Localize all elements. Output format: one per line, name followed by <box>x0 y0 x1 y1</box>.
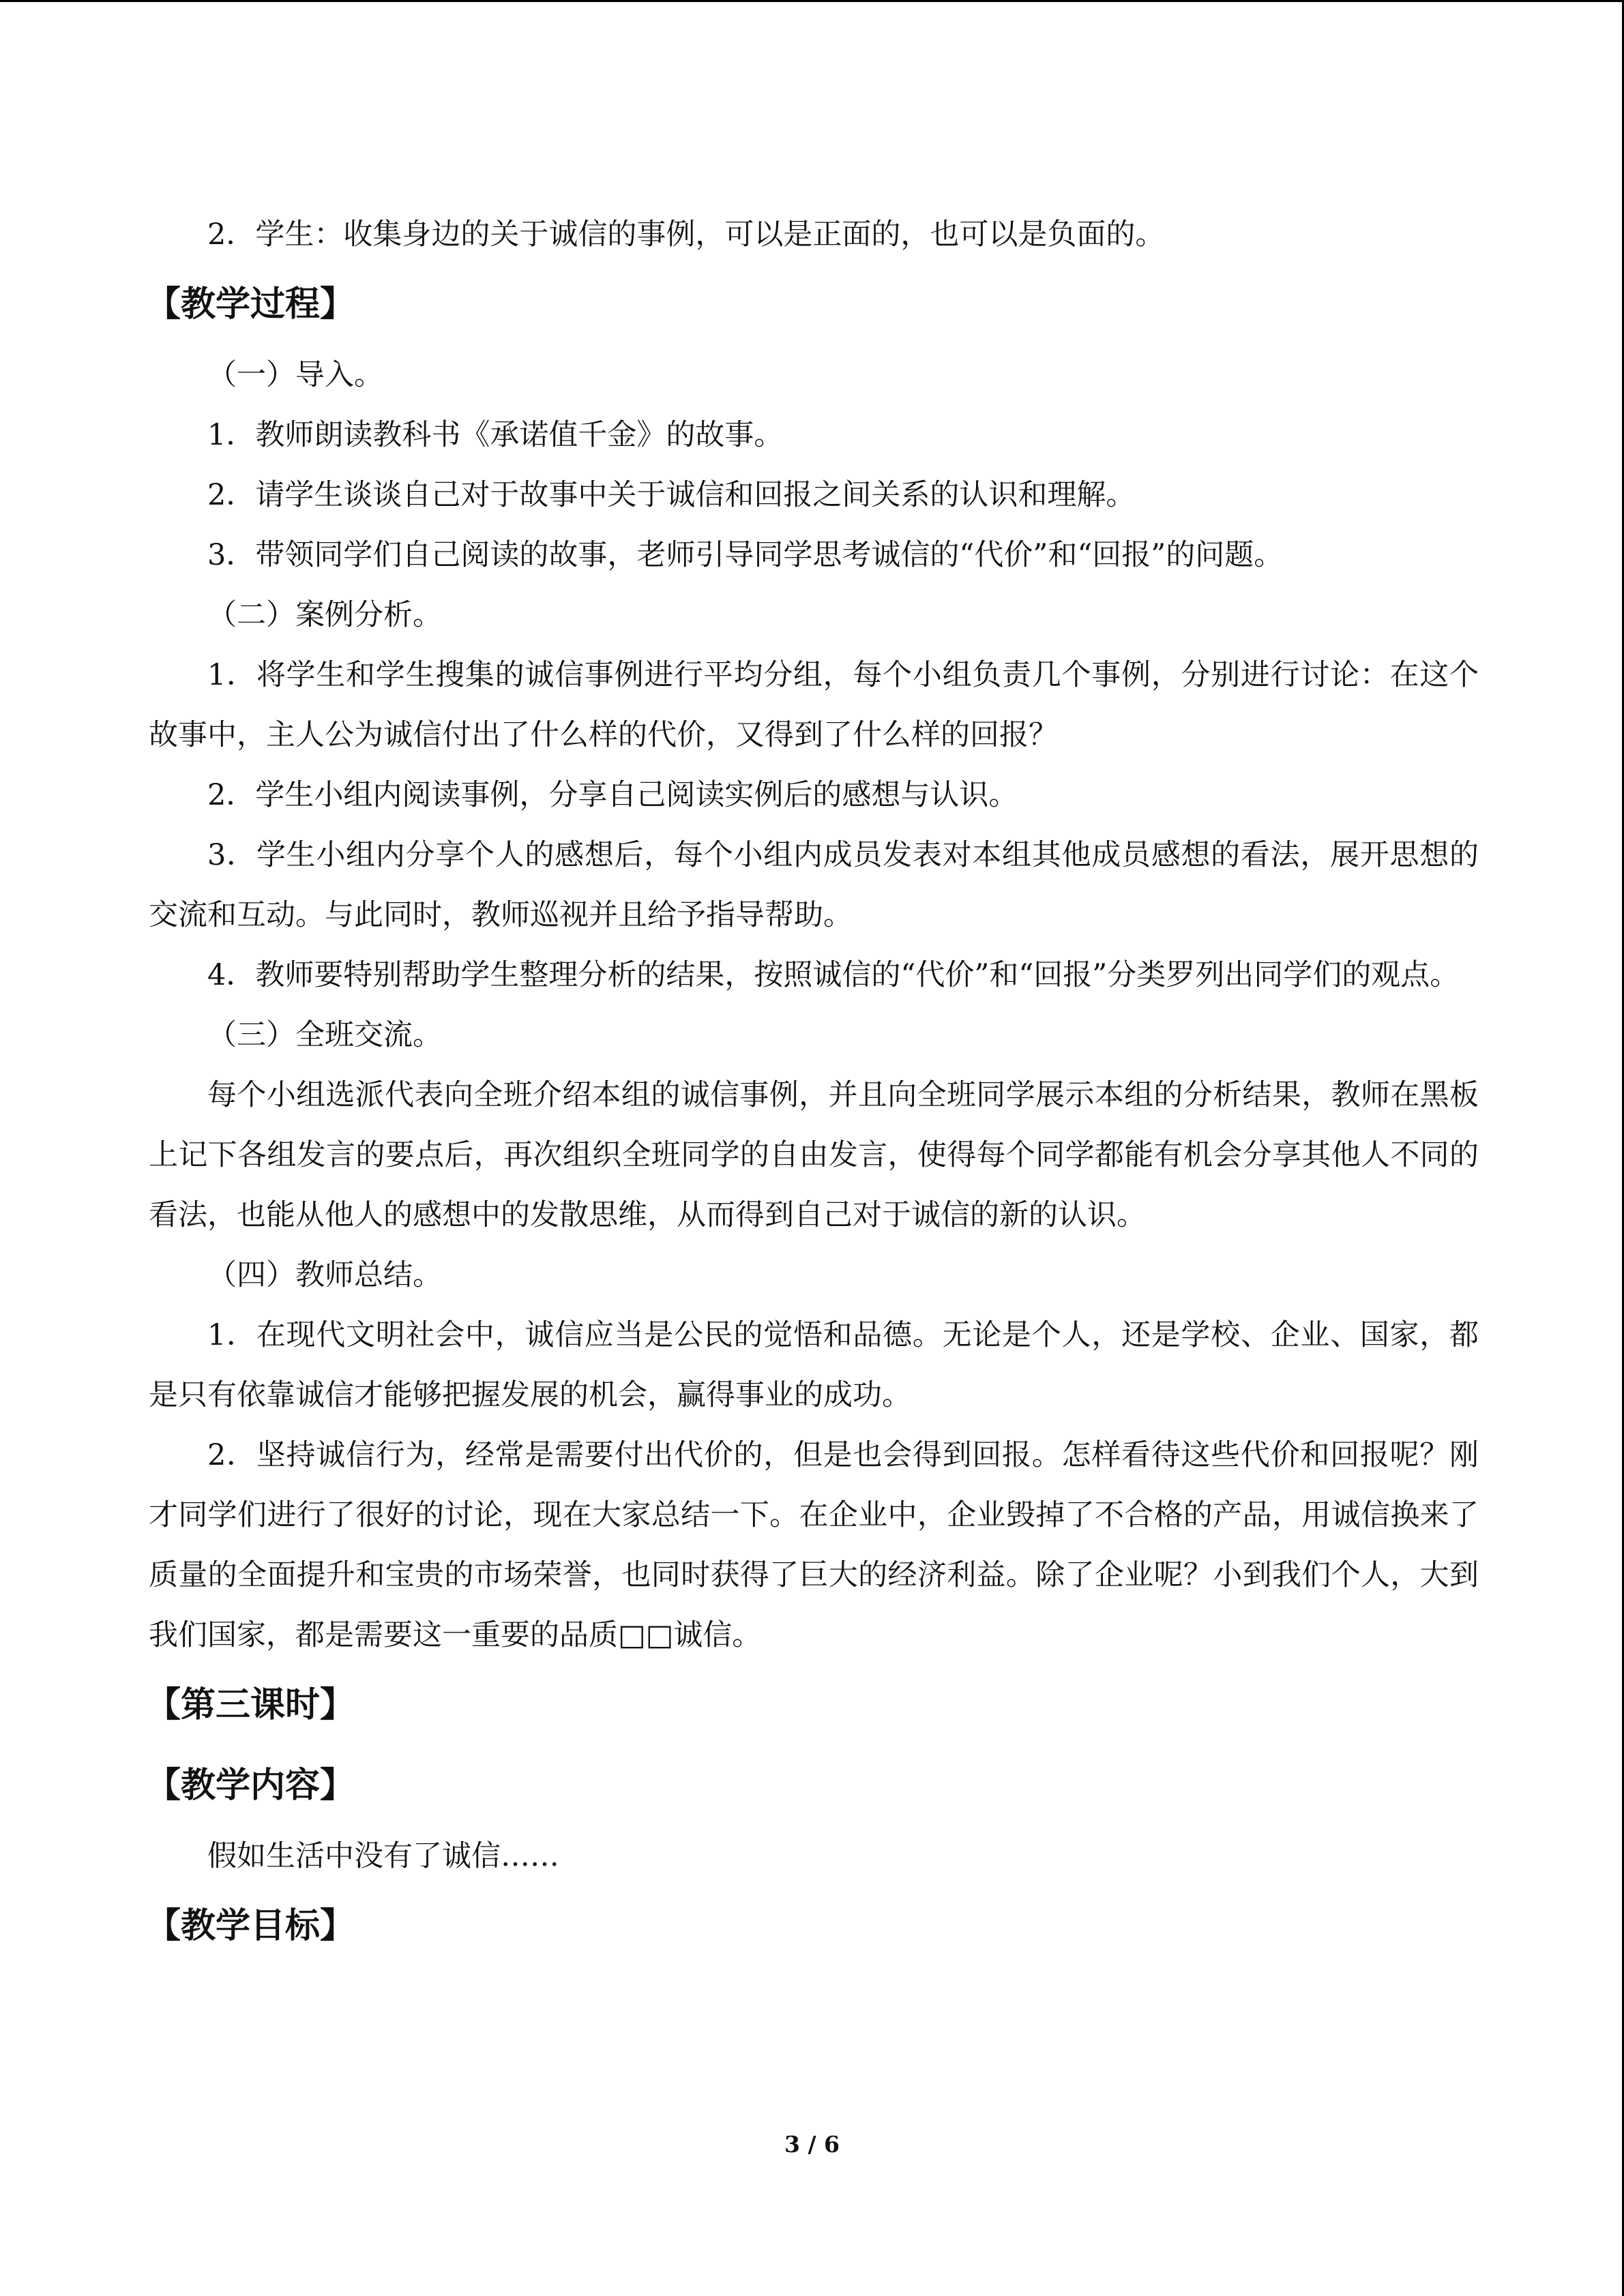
case-item-3: 3．学生小组内分享个人的感想后，每个小组内成员发表对本组其他成员感想的看法，展开思想的交流和互动。与此同时，教师巡视并且给予指导帮助。 <box>149 838 1479 932</box>
section-1-title: （一）导入。 <box>207 358 383 392</box>
case-item-4: 4．教师要特别帮助学生整理分析的结果，按照诚信的“代价”和“回报”分类罗列出同学们的观点。 <box>207 958 1460 992</box>
summary-item-1: 1．在现代文明社会中，诚信应当是公民的觉悟和品德。无论是个人，还是学校、企业、国家，都是只有依靠诚信才能够把握发展的机会，赢得事业的成功。 <box>149 1318 1479 1412</box>
heading-third-lesson: 【第三课时】 <box>146 1685 355 1725</box>
intro-item-1: 1．教师朗读教科书《承诺值千金》的故事。 <box>207 418 784 452</box>
prep-item-2: 2．学生：收集身边的关于诚信的事例，可以是正面的，也可以是负面的。 <box>207 218 1165 252</box>
intro-item-3: 3．带领同学们自己阅读的故事，老师引导同学思考诚信的“代价”和“回报”的问题。 <box>207 538 1284 572</box>
heading-teaching-goals: 【教学目标】 <box>146 1906 355 1946</box>
section-4-title: （四）教师总结。 <box>207 1258 442 1292</box>
content-text: 假如生活中没有了诚信…… <box>207 1839 559 1873</box>
heading-teaching-process: 【教学过程】 <box>146 284 355 325</box>
page-top-border <box>0 0 1624 2</box>
case-item-1: 1．将学生和学生搜集的诚信事例进行平均分组，每个小组负责几个事例，分别进行讨论：在这个故事中，主人公为诚信付出了什么样的代价，又得到了什么样的回报？ <box>149 658 1479 752</box>
intro-item-2: 2．请学生谈谈自己对于故事中关于诚信和回报之间关系的认识和理解。 <box>207 478 1136 512</box>
section-3-title: （三）全班交流。 <box>207 1018 442 1052</box>
class-exchange-text: 每个小组选派代表向全班介绍本组的诚信事例，并且向全班同学展示本组的分析结果，教师在黑板上记下各组发言的要点后，再次组织全班同学的自由发言，使得每个同学都能有机会分享其他人不同的看法，也能从他人的感想中的发散思维，从而得到自己对于诚信的新的认识。 <box>149 1078 1479 1232</box>
case-item-2: 2．学生小组内阅读事例，分享自己阅读实例后的感想与认识。 <box>207 778 1018 812</box>
section-2-title: （二）案例分析。 <box>207 598 442 632</box>
document-body <box>146 205 1479 1967</box>
summary-item-2: 2．坚持诚信行为，经常是需要付出代价的，但是也会得到回报。怎样看待这些代价和回报呢？刚才同学们进行了很好的讨论，现在大家总结一下。在企业中，企业毁掉了不合格的产品，用诚信换来了质量的全面提升和宝贵的市场荣誉，也同时获得了巨大的经济利益。除了企业呢？小到我们个人，大到我们国家，都是需要这一重要的品质□□诚信。 <box>149 1438 1479 1652</box>
heading-teaching-content: 【教学内容】 <box>146 1765 355 1806</box>
page-number: 3 / 6 <box>784 2131 840 2158</box>
